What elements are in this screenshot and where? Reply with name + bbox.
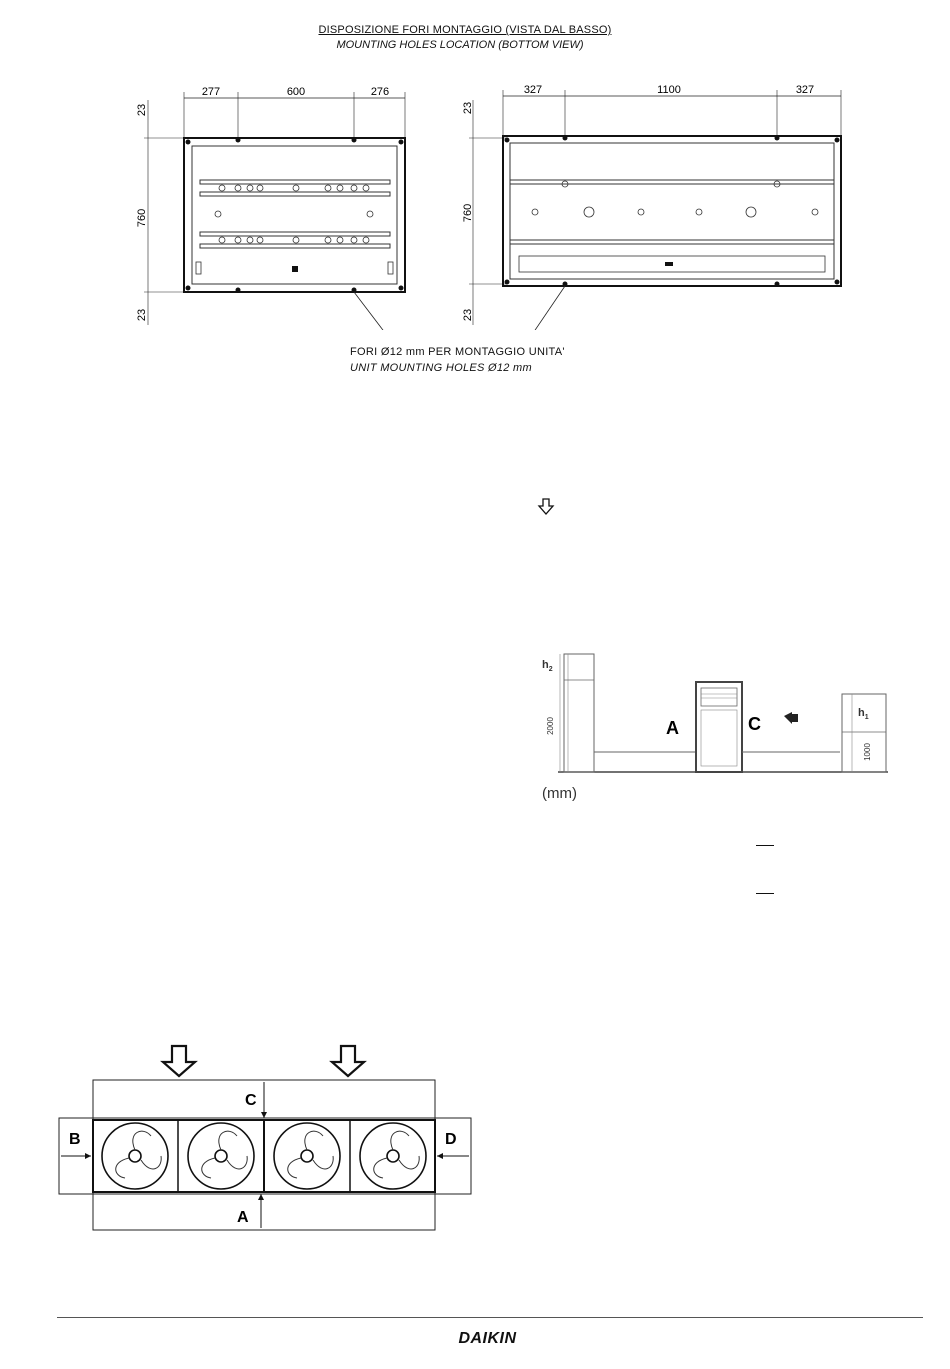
dim-276: 276	[370, 86, 390, 98]
dim-side-23-top: 23	[136, 103, 148, 117]
holes-note-english: UNIT MOUNTING HOLES Ø12 mm	[350, 362, 532, 374]
dim-327-left: 327	[523, 84, 543, 96]
side-label-c: C	[748, 714, 761, 734]
dim-side-23-bottom: 23	[136, 308, 148, 322]
down-arrow-icon	[537, 497, 557, 517]
right-mounting-view	[455, 80, 855, 330]
dim-side-760: 760	[136, 208, 148, 228]
footer-divider	[57, 1317, 923, 1318]
label-h2: $h_2$	[542, 659, 553, 673]
dim-side-23-top-r: 23	[462, 101, 474, 115]
height-2000: 2000	[546, 717, 555, 735]
dim-600: 600	[286, 86, 306, 98]
dim-327-right: 327	[795, 84, 815, 96]
side-clearance-diagram	[538, 650, 890, 805]
brand-logo: DAIKIN	[458, 1330, 517, 1347]
mark-line	[756, 845, 774, 846]
dim-277: 277	[201, 86, 221, 98]
dim-side-760-r: 760	[462, 203, 474, 223]
height-1000: 1000	[863, 743, 872, 761]
mark-line	[756, 893, 774, 894]
top-clearance-diagram	[55, 1040, 475, 1240]
airflow-arrow-icon	[784, 712, 798, 724]
label-h1: $h_1$	[858, 707, 869, 721]
title-italian: DISPOSIZIONE FORI MONTAGGIO (VISTA DAL BASSO)	[318, 24, 612, 36]
top-label-b: B	[69, 1131, 81, 1148]
top-label-a: A	[237, 1209, 249, 1226]
airflow-down-arrow-icon	[332, 1046, 364, 1076]
top-label-c: C	[245, 1092, 257, 1109]
side-label-a: A	[666, 718, 679, 738]
top-label-d: D	[445, 1131, 457, 1148]
dim-1100: 1100	[657, 84, 681, 96]
units-mm: (mm)	[542, 785, 577, 802]
airflow-down-arrow-icon	[163, 1046, 195, 1076]
title-english: MOUNTING HOLES LOCATION (BOTTOM VIEW)	[336, 39, 584, 51]
dim-side-23-bottom-r: 23	[462, 308, 474, 322]
left-mounting-view	[130, 80, 420, 330]
holes-note-italian: FORI Ø12 mm PER MONTAGGIO UNITA'	[350, 346, 565, 358]
